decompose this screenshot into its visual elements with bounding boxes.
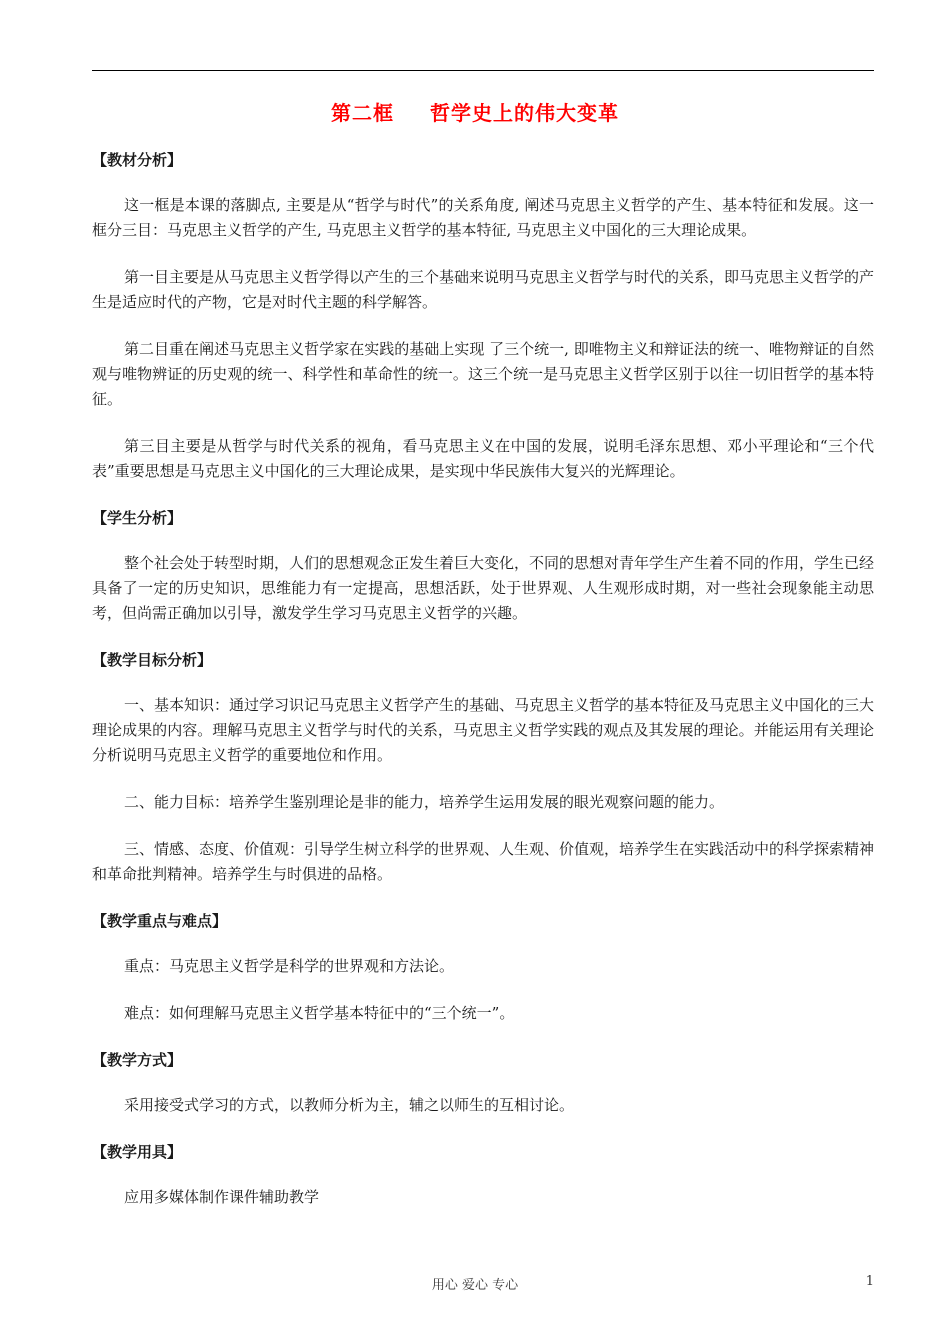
paragraph: 这一框是本课的落脚点, 主要是从“哲学与时代”的关系角度, 阐述马克思主义哲学的产生、基本特征和发展。这一框分三目：马克思主义哲学的产生, 马克思主义哲学的基本特征, 马克思主义中国化的三大理论成果。 xyxy=(92,196,874,239)
title-part-2: 哲学史上的伟大变革 xyxy=(430,101,619,125)
paragraph: 难点：如何理解马克思主义哲学基本特征中的“三个统一”。 xyxy=(124,1004,515,1022)
section-heading-key-points: 【教学重点与难点】 xyxy=(92,912,228,930)
section-heading-textbook: 【教材分析】 xyxy=(92,151,183,169)
section-heading-students: 【学生分析】 xyxy=(92,509,183,527)
paragraph: 采用接受式学习的方式，以教师分析为主，辅之以师生的互相讨论。 xyxy=(124,1096,575,1114)
paragraph: 整个社会处于转型时期，人们的思想观念正发生着巨大变化，不同的思想对青年学生产生着不同的作用，学生已经具备了一定的历史知识，思维能力有一定提高，思想活跃，处于世界观、人生观形成时期，对一些社会现象能主动思考，但尚需正确加以引导，激发学生学习马克思主义哲学的兴趣。 xyxy=(92,554,875,622)
page-title xyxy=(0,97,950,126)
paragraph: 第三目主要是从哲学与时代关系的视角，看马克思主义在中国的发展，说明毛泽东思想、邓小平理论和“三个代表”重要思想是马克思主义中国化的三大理论成果，是实现中华民族伟大复兴的光辉理论。 xyxy=(92,437,874,480)
section-heading-method: 【教学方式】 xyxy=(92,1051,183,1069)
paragraph: 应用多媒体制作课件辅助教学 xyxy=(124,1188,320,1206)
paragraph: 一、基本知识：通过学习识记马克思主义哲学产生的基础、马克思主义哲学的基本特征及马克思主义中国化的三大理论成果的内容。理解马克思主义哲学与时代的关系，马克思主义哲学实践的观点及其发展的理论。并能运用有关理论分析说明马克思主义哲学的重要地位和作用。 xyxy=(92,696,875,764)
paragraph: 重点：马克思主义哲学是科学的世界观和方法论。 xyxy=(124,957,455,975)
header-rule xyxy=(92,70,874,71)
footer-motto: 用心 爱心 专心 xyxy=(431,1278,519,1293)
page-number: 1 xyxy=(865,1274,874,1289)
paragraph: 第二目重在阐述马克思主义哲学家在实践的基础上实现 了三个统一, 即唯物主义和辩证法的统一、唯物辩证的自然观与唯物辨证的历史观的统一、科学性和革命性的统一。这三个统一是马克思主义哲学区别于以往一切旧哲学的基本特征。 xyxy=(92,340,874,408)
paragraph: 第一目主要是从马克思主义哲学得以产生的三个基础来说明马克思主义哲学与时代的关系，即马克思主义哲学的产生是适应时代的产物，它是对时代主题的科学解答。 xyxy=(92,268,875,311)
title-part-1: 第二框 xyxy=(331,101,394,125)
section-heading-goals: 【教学目标分析】 xyxy=(92,651,213,669)
paragraph: 三、情感、态度、价值观：引导学生树立科学的世界观、人生观、价值观，培养学生在实践活动中的科学探索精神和革命批判精神。培养学生与时俱进的品格。 xyxy=(92,840,875,883)
paragraph: 二、能力目标：培养学生鉴别理论是非的能力，培养学生运用发展的眼光观察问题的能力。 xyxy=(124,793,725,811)
document-body xyxy=(92,148,874,1210)
section-heading-tools: 【教学用具】 xyxy=(92,1143,183,1161)
